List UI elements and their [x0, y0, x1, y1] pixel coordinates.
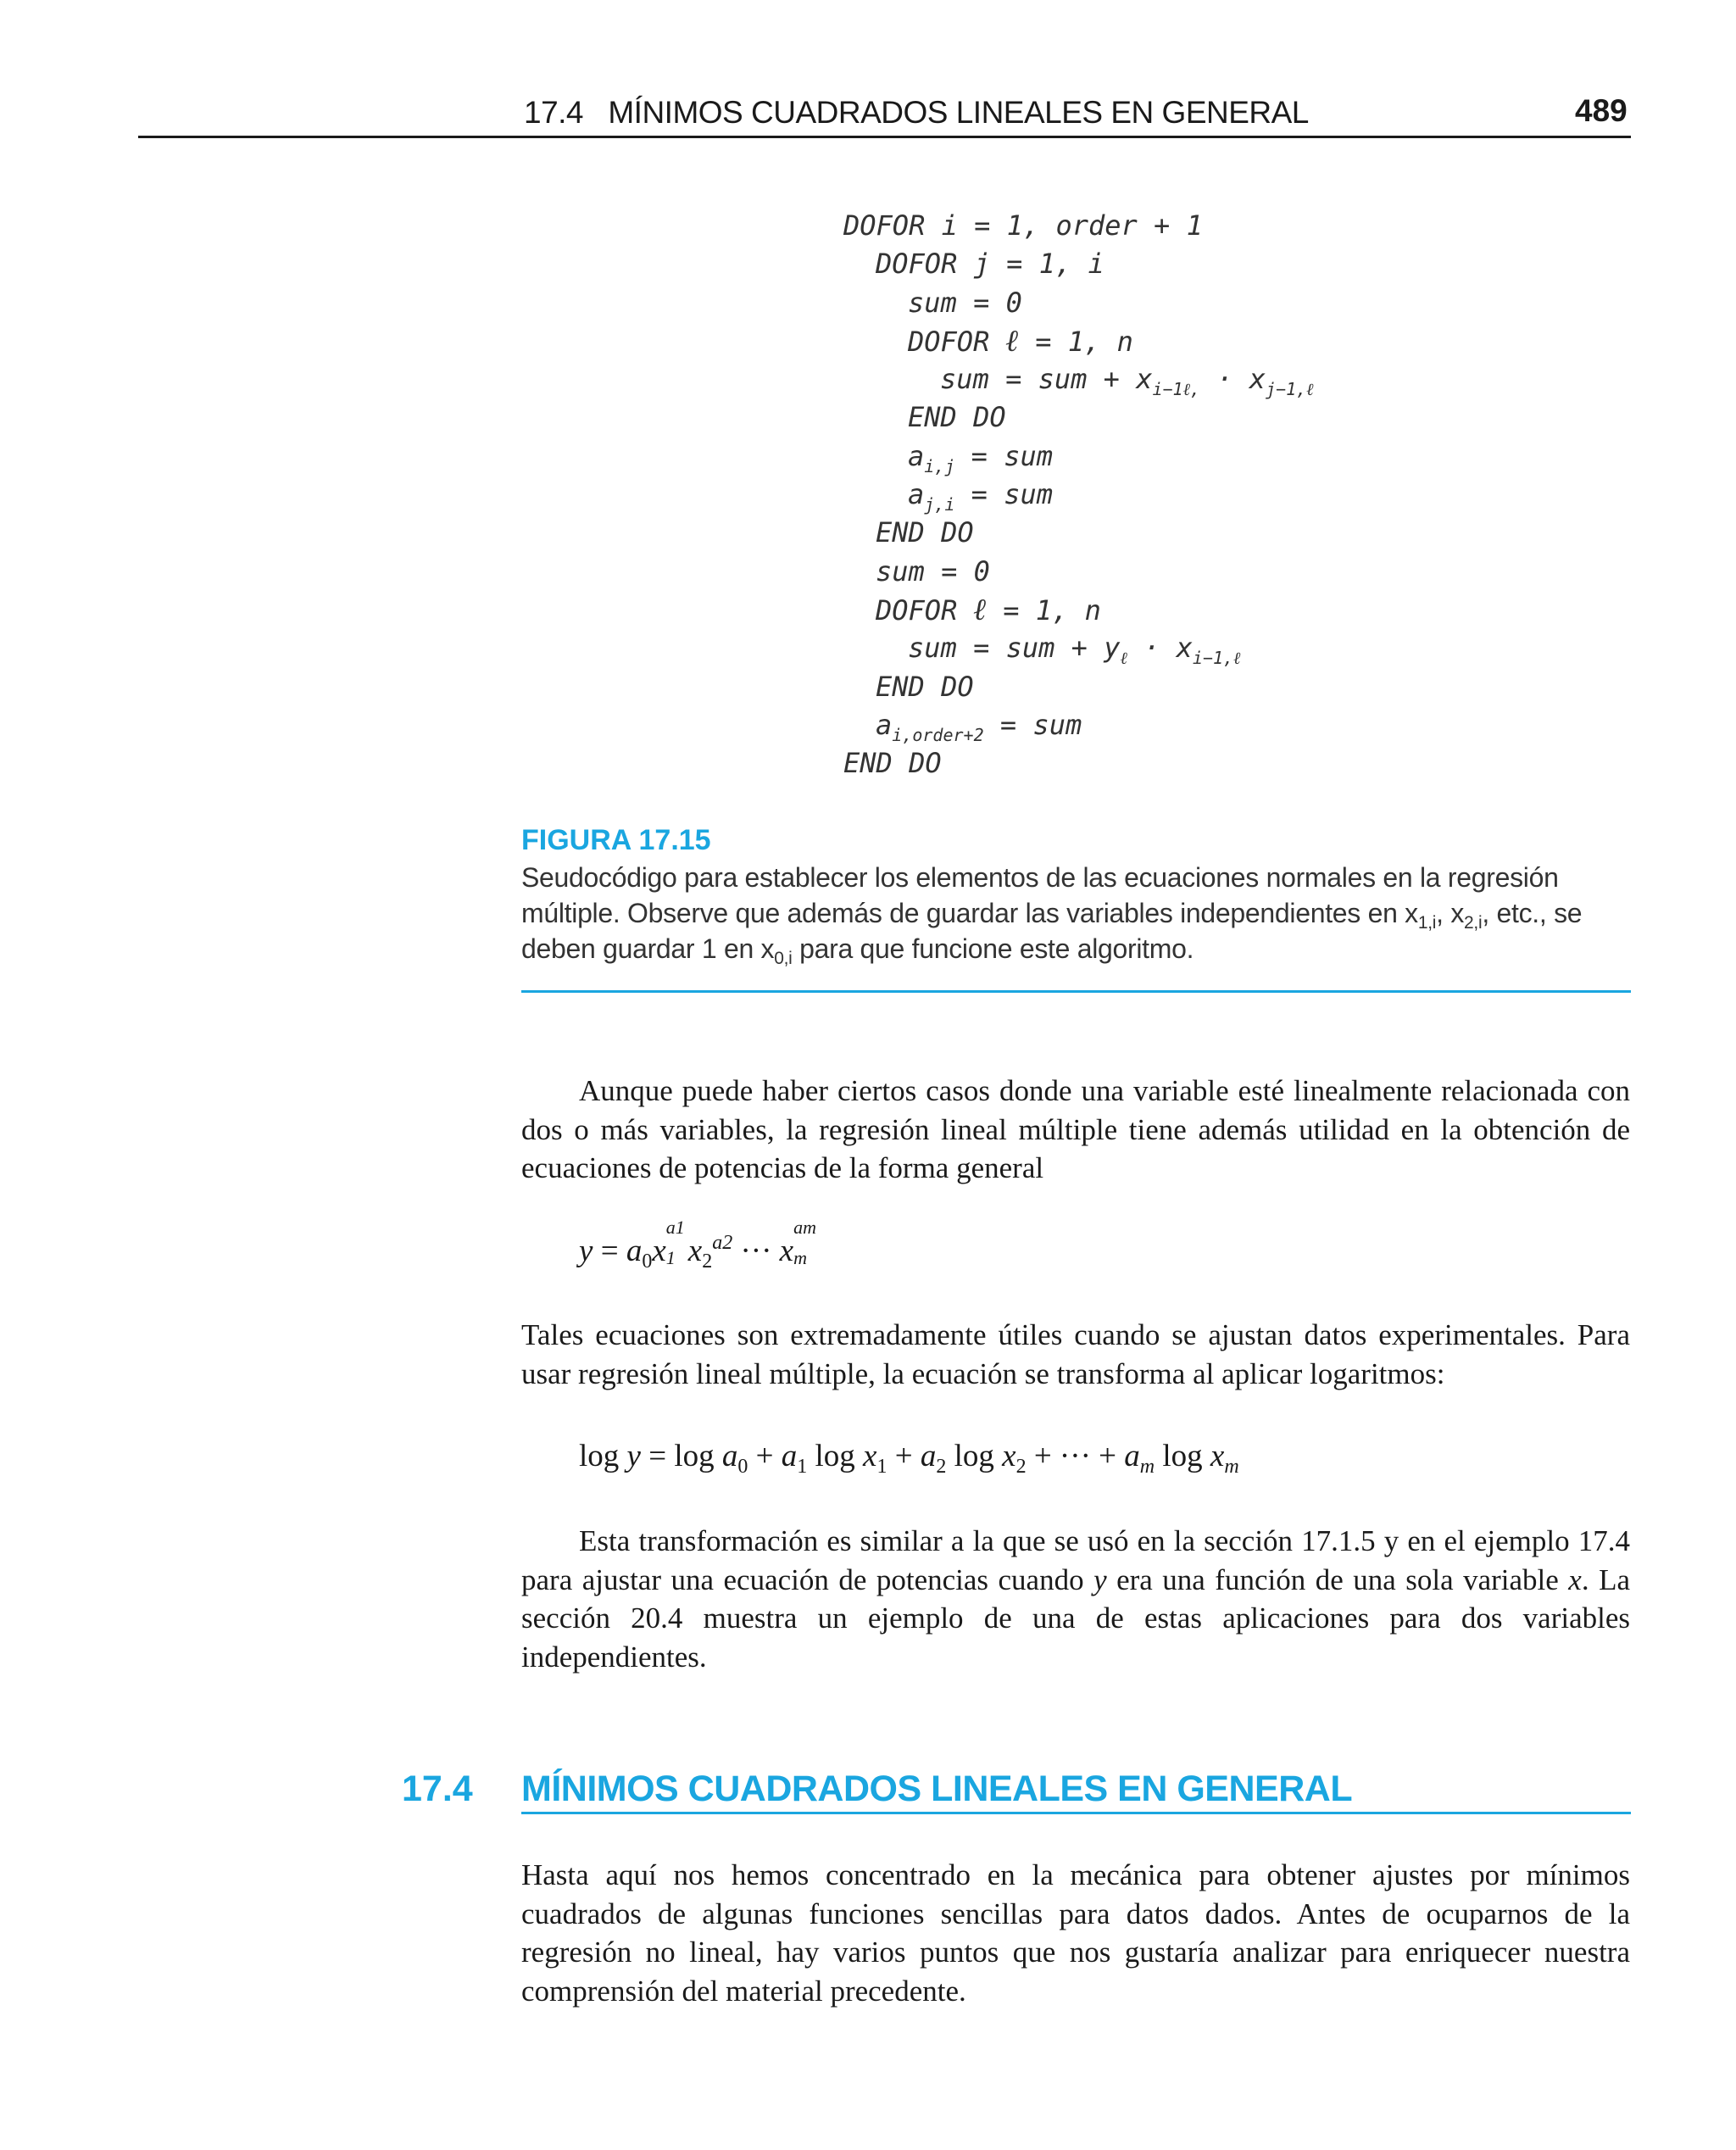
- figure-rule: [521, 990, 1631, 993]
- section-number: 17.4: [402, 1768, 473, 1809]
- code-line: sum = 0: [876, 554, 990, 588]
- figure-label: FIGURA 17.15: [521, 824, 711, 856]
- figure-caption: Seudocódigo para establecer los elementos de las ecuaciones normales en la regresión múltiple. Observe que además de guardar las variables independientes en $x_{1,i}$, $x_{2,i}$, etc., se deben guardar 1 en $x_{0,i}$ para que funcione este algoritmo.: [521, 862, 1583, 968]
- paragraph: Aunque puede haber ciertos casos donde una variable esté linealmente relacionada con dos o más variables, la regresión lineal múltiple tiene además utilidad en la obtención de ecuaciones de potencias de la forma general: [521, 1074, 1630, 1184]
- code-line: END DO: [843, 747, 942, 780]
- paragraph: Hasta aquí nos hemos concentrado en la mecánica para obtener ajustes por mínimos cuadrados de algunas funciones sencillas para datos dados. Antes de ocuparnos de la regresión no lineal, hay varios puntos que nos gustaría analizar para enriquecer nuestra comprensión del material precedente.: [521, 1858, 1630, 2008]
- equation-log: $\log y = \log a_0 + a_1$ $\log x_1 + a_2$ $\log x_2$ + ··· + $a_m$ $\log x_m$: [579, 1439, 1239, 1478]
- equation-power: $y = a_0x$ a1 1 $x_2^{a2}$ ··· x am m: [579, 1217, 816, 1273]
- code-line: DOFOR ℓ = 1, n: [876, 592, 1101, 627]
- code-line: $a_{i,order+2}$ = sum: [876, 708, 1082, 745]
- code-line: END DO: [876, 670, 974, 703]
- pseudocode-block: [843, 207, 1314, 783]
- paragraph: Tales ecuaciones son extremadamente útiles cuando se ajustan datos experimentales. Para usar regresión lineal múltiple, la ecuación se transforma al aplicar logaritmos:: [521, 1318, 1630, 1390]
- code-line: $a_{i,j}$ = sum: [908, 439, 1053, 476]
- code-line: sum = sum + $x_{i-1\ell,} \cdot x_{j-1,\ell}$: [940, 363, 1314, 400]
- paragraph: Esta transformación es similar a la que se usó en la sección 17.1.5 y en el ejemplo 17.4 para ajustar una ecuación de potencias cuando y era una función de una sola variable x. La sección 20.4 muestra un ejemplo de una de estas aplicaciones para dos variables independientes.: [521, 1524, 1630, 1674]
- code-line: $a_{j,i}$ = sum: [908, 478, 1053, 515]
- code-line: DOFOR ℓ = 1, n: [908, 323, 1133, 358]
- header-rule: [138, 136, 1631, 138]
- code-line: DOFOR i = 1, order + 1: [843, 209, 1203, 242]
- section-title: MÍNIMOS CUADRADOS LINEALES EN GENERAL: [521, 1768, 1353, 1809]
- section-rule: [521, 1812, 1631, 1814]
- running-header-title: 17.4 MÍNIMOS CUADRADOS LINEALES EN GENERAL: [524, 95, 1309, 130]
- code-line: END DO: [908, 401, 1006, 434]
- code-line: sum = sum + $y_\ell \cdot x_{i-1,\ell}$: [908, 632, 1241, 669]
- code-line: END DO: [876, 516, 974, 549]
- code-line: sum = 0: [908, 286, 1022, 319]
- page-number: 489: [1575, 93, 1628, 128]
- code-line: DOFOR j = 1, i: [876, 248, 1104, 281]
